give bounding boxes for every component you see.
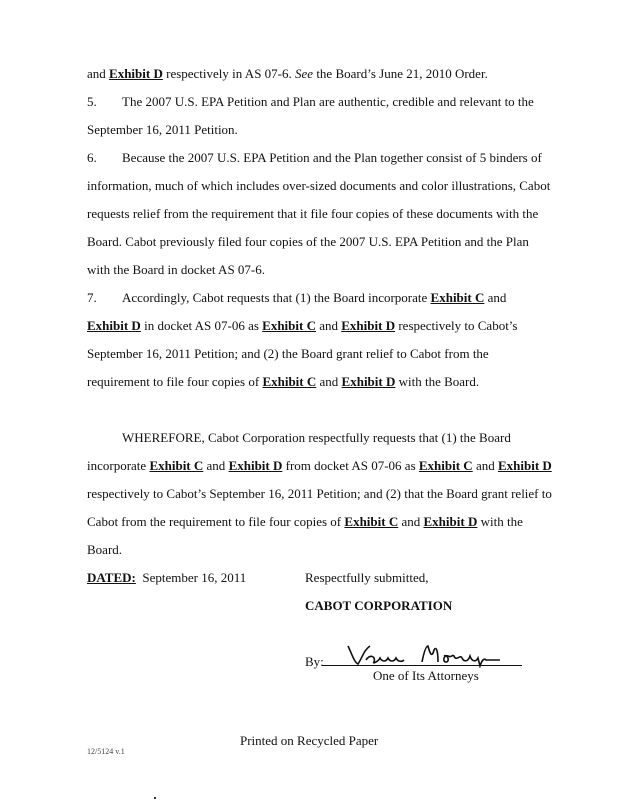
text-segment: and (316, 374, 342, 389)
text-segment: Because the 2007 U.S. EPA Petition and the Plan together consist of 5 binders of (122, 150, 542, 165)
exhibit-reference: Exhibit D (87, 318, 141, 333)
text-line (87, 234, 529, 250)
exhibit-reference: Exhibit D (228, 458, 283, 473)
paragraph-number: 5. (87, 94, 97, 109)
text-line (87, 262, 265, 278)
exhibit-reference: Exhibit D (341, 374, 396, 389)
recycled-paper-note: Printed on Recycled Paper (240, 733, 379, 748)
text-segment: The 2007 U.S. EPA Petition and Plan are authentic, credible and relevant to the (122, 94, 534, 109)
text-line (87, 514, 523, 530)
exhibit-reference: Exhibit D (341, 318, 396, 333)
text-line (87, 206, 538, 222)
exhibit-reference: Exhibit C (344, 514, 399, 529)
paragraph-number: 7. (87, 290, 97, 305)
text-segment: and (315, 318, 342, 333)
document-id: 12/5124 v.1 (87, 747, 125, 756)
dated-line (87, 570, 246, 586)
text-segment: in docket AS 07-06 as (140, 318, 263, 333)
text-line (87, 150, 542, 166)
closing: Respectfully submitted, (305, 570, 429, 585)
text-line (87, 66, 488, 82)
text-segment: and (484, 290, 507, 305)
signature-line (322, 665, 522, 666)
text-segment: with the Board. (395, 374, 480, 389)
text-segment: with the (477, 514, 523, 529)
text-line (87, 374, 479, 390)
by-label: By: (305, 654, 324, 669)
text-segment: and (87, 66, 110, 81)
text-segment: requests relief from the requirement that it file four copies of these documents with the (87, 206, 539, 221)
stray-dot (154, 797, 156, 799)
text-segment: and (472, 458, 498, 473)
text-segment: from docket AS 07-06 as (282, 458, 419, 473)
signer-caption: One of Its Attorneys (373, 668, 479, 683)
text-segment: respectively to Cabot’s September 16, 2011 Petition; and (2) that the Board grant relief to (87, 486, 552, 501)
dated-label: DATED: (87, 570, 136, 585)
text-segment: and (203, 458, 229, 473)
text-segment: September 16, 2011 Petition. (87, 122, 238, 137)
italic-signal: See (295, 66, 314, 81)
text-segment: the Board’s June 21, 2010 Order. (313, 66, 488, 81)
text-segment: respectively in AS 07-6. (162, 66, 296, 81)
exhibit-reference: Exhibit C (430, 290, 485, 305)
text-segment: respectively to Cabot’s (395, 318, 518, 333)
text-segment: with the Board in docket AS 07-6. (87, 262, 266, 277)
exhibit-reference: Exhibit C (149, 458, 204, 473)
text-segment: September 16, 2011 Petition; and (2) the Board grant relief to Cabot from the (87, 346, 489, 361)
text-line (87, 346, 489, 362)
handwritten-signature (340, 640, 510, 668)
exhibit-reference: Exhibit D (109, 66, 163, 81)
exhibit-reference: Exhibit C (262, 374, 317, 389)
text-segment: Board. (87, 542, 123, 557)
exhibit-reference: Exhibit C (262, 318, 316, 333)
text-line (87, 290, 506, 306)
text-line (87, 458, 552, 474)
text-segment: Cabot from the requirement to file four copies of (87, 514, 345, 529)
exhibit-reference: Exhibit C (418, 458, 473, 473)
text-segment: WHEREFORE, Cabot Corporation respectfully requests that (1) the Board (122, 430, 511, 445)
dated-value: September 16, 2011 (142, 570, 247, 585)
paragraph-number: 6. (87, 150, 97, 165)
text-segment: incorporate (87, 458, 150, 473)
text-line (87, 178, 550, 194)
text-segment: information, much of which includes over-sized documents and color illustrations, Cabot (87, 178, 551, 193)
text-line (87, 430, 511, 446)
text-line (87, 318, 517, 334)
company-name: CABOT CORPORATION (305, 598, 453, 613)
text-line (87, 486, 552, 502)
text-line (87, 94, 534, 110)
text-segment: and (398, 514, 424, 529)
exhibit-reference: Exhibit D (423, 514, 478, 529)
text-segment: Accordingly, Cabot requests that (1) the Board incorporate (122, 290, 431, 305)
text-line (87, 122, 238, 138)
text-line (87, 542, 122, 558)
text-segment: requirement to file four copies of (87, 374, 263, 389)
exhibit-reference: Exhibit D (497, 458, 552, 473)
text-segment: Board. Cabot previously filed four copies of the 2007 U.S. EPA Petition and the Plan (87, 234, 529, 249)
